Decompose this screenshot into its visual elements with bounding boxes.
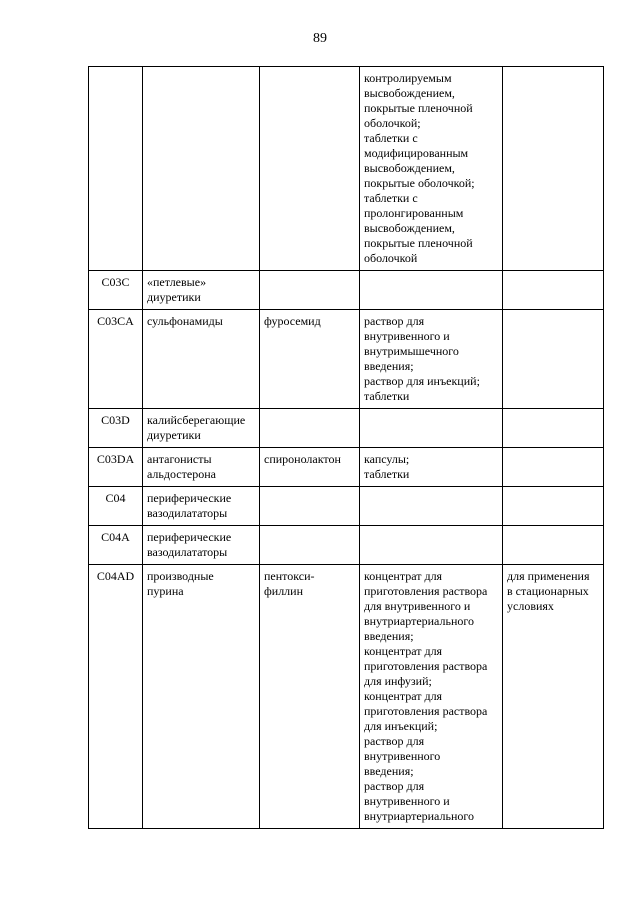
- dosage-form-cell: контролируемым высвобождением, покрытые пленочной оболочкой; таблетки с модифицированным высвобождением, покрытые оболочкой; таблетки с пролонгированным высвобождением, покрытые пленочной оболочкой: [360, 67, 503, 271]
- atc-code-cell: C03D: [89, 409, 143, 448]
- dosage-form-cell: раствор для внутривенного и внутримышечного введения; раствор для инъекций; таблетки: [360, 310, 503, 409]
- dosage-form-cell: [360, 409, 503, 448]
- drug-name-cell: [260, 67, 360, 271]
- atc-code-cell: C04AD: [89, 565, 143, 829]
- page-number: 89: [313, 31, 327, 46]
- note-cell: для применения в стационарных условиях: [503, 565, 604, 829]
- group-cell: периферические вазодилататоры: [143, 487, 260, 526]
- note-cell: [503, 409, 604, 448]
- drug-name-cell: [260, 271, 360, 310]
- note-cell: [503, 448, 604, 487]
- note-cell: [503, 487, 604, 526]
- table-row: [89, 310, 604, 409]
- drug-table: [88, 66, 604, 829]
- table-row: [89, 448, 604, 487]
- table-row: [89, 487, 604, 526]
- table-row: [89, 526, 604, 565]
- group-cell: сульфонамиды: [143, 310, 260, 409]
- note-cell: [503, 67, 604, 271]
- drug-name-cell: [260, 487, 360, 526]
- group-cell: [143, 67, 260, 271]
- atc-code-cell: [89, 67, 143, 271]
- dosage-form-cell: [360, 487, 503, 526]
- dosage-form-cell: [360, 271, 503, 310]
- drug-name-cell: [260, 526, 360, 565]
- group-cell: калийсберегающие диуретики: [143, 409, 260, 448]
- dosage-form-cell: [360, 526, 503, 565]
- note-cell: [503, 526, 604, 565]
- group-cell: антагонисты альдостерона: [143, 448, 260, 487]
- atc-code-cell: C03CA: [89, 310, 143, 409]
- dosage-form-cell: концентрат для приготовления раствора для внутривенного и внутриартериального введения; концентрат для приготовления раствора для инфузий; концентрат для приготовления раствора для инъекций; раствор для внутривенного введения; раствор для внутривенного и внутриартериального: [360, 565, 503, 829]
- group-cell: «петлевые» диуретики: [143, 271, 260, 310]
- table-row: [89, 67, 604, 271]
- drug-name-cell: спиронолактон: [260, 448, 360, 487]
- table-row: [89, 409, 604, 448]
- atc-code-cell: C04A: [89, 526, 143, 565]
- drug-name-cell: пентокси- филлин: [260, 565, 360, 829]
- drug-name-cell: фуросемид: [260, 310, 360, 409]
- atc-code-cell: C03DA: [89, 448, 143, 487]
- atc-code-cell: C04: [89, 487, 143, 526]
- group-cell: производные пурина: [143, 565, 260, 829]
- dosage-form-cell: капсулы; таблетки: [360, 448, 503, 487]
- group-cell: периферические вазодилататоры: [143, 526, 260, 565]
- note-cell: [503, 310, 604, 409]
- drug-name-cell: [260, 409, 360, 448]
- atc-code-cell: C03C: [89, 271, 143, 310]
- note-cell: [503, 271, 604, 310]
- table-row: [89, 565, 604, 829]
- table-row: [89, 271, 604, 310]
